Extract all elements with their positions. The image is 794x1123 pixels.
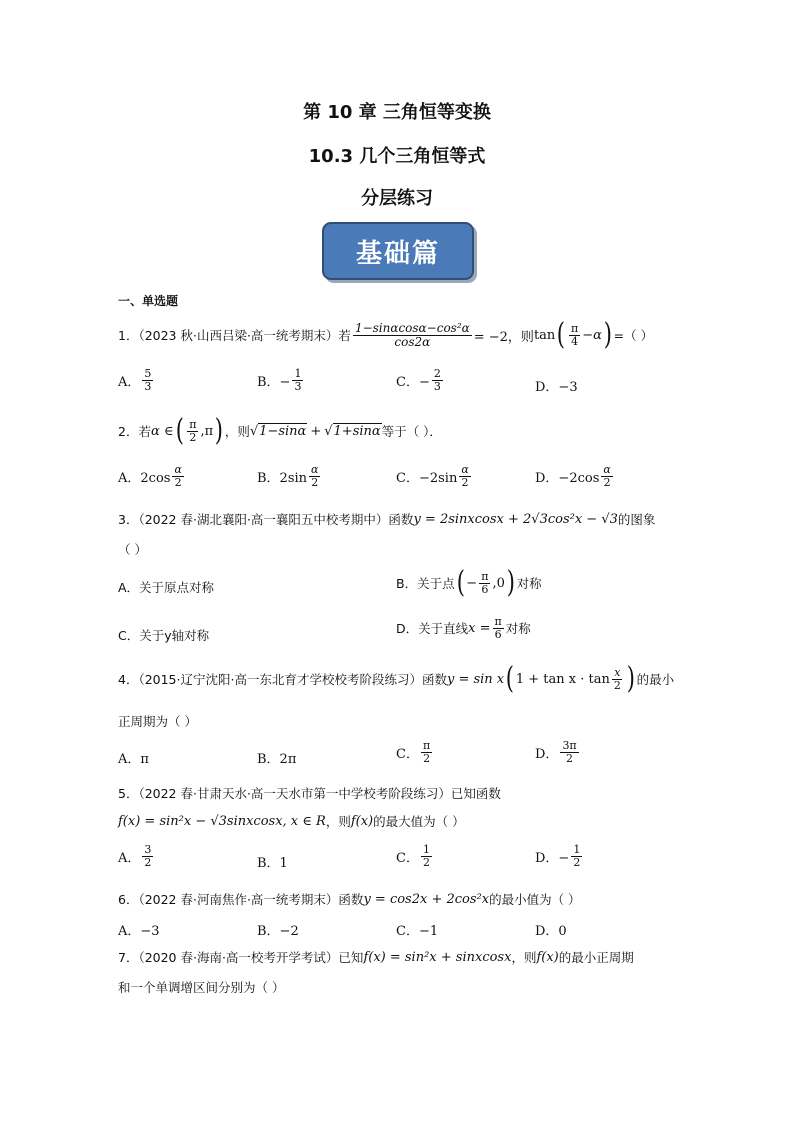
q2-alpha-in: α ∈: [150, 423, 174, 439]
q3-d-x: x =: [468, 620, 491, 636]
q3-prefix: 3．（2022 春·湖北襄阳·高一襄阳五中校考期中）函数: [118, 512, 414, 527]
q1-a-fraction: [142, 368, 153, 392]
q2-root-2: 1+sinα: [333, 424, 381, 439]
q1-a-den: 3: [144, 379, 152, 393]
q3-b-mid: ,0: [492, 575, 505, 591]
q5-c-num: 1: [422, 843, 430, 856]
q4-d-den: 2: [566, 751, 574, 765]
q5-d-num: 1: [573, 843, 581, 856]
q4-tail: 的最小: [636, 672, 675, 687]
q2-d-den: 2: [603, 475, 611, 489]
q4-d-num: 3π: [562, 739, 577, 752]
q6-option-b: B．−2: [257, 924, 299, 939]
q4-prefix: 4．（2015·辽宁沈阳·高一东北育才学校校考阶段练习）函数: [118, 672, 447, 687]
q2-prefix: 2．若: [118, 424, 151, 439]
q4-option-a: A．π: [118, 752, 149, 767]
q1-b-fraction: [292, 368, 303, 392]
q3-line-2: [118, 540, 147, 558]
q4-d-label: D．: [535, 746, 559, 762]
q3-c-text: C．关于y轴对称: [118, 628, 210, 643]
practice-subtitle: 分层练习: [361, 188, 433, 209]
q5-formula: f(x) = sin²x − √3sinxcosx, x ∈ R: [118, 813, 326, 829]
q1-a-num: 5: [144, 367, 152, 380]
q3-option-c: [118, 626, 209, 644]
q4-right-paren: ): [626, 661, 635, 696]
q2-a-den: 2: [174, 475, 182, 489]
q4-option-d: [535, 740, 581, 764]
q7-fx: f(x): [536, 949, 559, 965]
q7-formula: f(x) = sin²x + sinxcosx: [363, 949, 512, 965]
question-7: [118, 948, 634, 966]
q2-d-fraction: [601, 464, 612, 488]
q4-formula-b: 1 + tan x · tan: [515, 671, 610, 687]
q2-b-label: B．2sin: [257, 470, 308, 486]
q2-b-num: α: [311, 463, 319, 476]
q3-b-fraction: [479, 571, 490, 595]
q3-d-num: π: [494, 615, 502, 628]
q2-option-c: [396, 464, 473, 488]
q1-mid: = −2，则: [473, 329, 534, 345]
q3-tail: 的图象: [617, 512, 656, 527]
q5-a-den: 2: [144, 855, 152, 869]
q6-prefix: 6．（2022 春·河南焦作·高一统考期末）函数: [118, 892, 364, 907]
q5-mid: ，则: [325, 814, 351, 829]
q5-a-num: 3: [144, 843, 152, 856]
q2-d-label: D．−2cos: [535, 470, 600, 486]
q2-d-num: α: [603, 463, 611, 476]
section-title: 10.3 几个三角恒等式: [308, 146, 486, 167]
q6-tail: 的最小值为（ ）: [489, 892, 581, 907]
q5-option-a: [118, 844, 155, 868]
part-heading: 一、单选题: [118, 294, 179, 308]
q7-tail: 的最小正周期: [558, 950, 634, 965]
q2-pi-num: π: [189, 417, 197, 431]
q3-d-fraction: [493, 616, 504, 640]
q1-pi-over-4: [569, 323, 580, 347]
q2-c-label: C．−2sin: [396, 470, 458, 486]
q2-a-num: α: [174, 463, 182, 476]
q1-c-label: C．−: [396, 374, 430, 390]
q6-option-d: D．0: [535, 924, 567, 939]
q7-prefix: 7．（2020 春·海南·高一校考开学考试）已知: [118, 950, 364, 965]
q3-d-tail: 对称: [505, 621, 531, 637]
q2-c-fraction: [459, 464, 470, 488]
question-4: [118, 661, 675, 696]
q4-c-label: C．: [396, 746, 419, 762]
q1-option-d: D．−3: [535, 380, 578, 395]
q1-fraction: [353, 322, 472, 348]
q2-suffix: 等于（ ）．: [381, 424, 442, 439]
q2-root-1: 1−sinα: [259, 424, 307, 439]
q4-line-2: [118, 712, 197, 730]
q6-option-c: C．−1: [396, 924, 439, 939]
q3-blank: （ ）: [118, 542, 147, 557]
level-badge: 基础篇: [322, 222, 474, 280]
q1-option-b: [257, 368, 305, 392]
q5-d-fraction: [571, 844, 582, 868]
q4-option-c: [396, 740, 434, 764]
q4-left-paren: (: [505, 661, 515, 696]
q2-b-den: 2: [311, 475, 319, 489]
q3-b-den: 6: [481, 582, 489, 596]
q1-alpha-tail: −α: [582, 327, 602, 343]
q5-option-b: B．1: [257, 856, 288, 871]
q1-left-paren: (: [557, 317, 566, 352]
q2-c-num: α: [461, 463, 469, 476]
q2-pi-over-2: [187, 419, 198, 443]
q3-b-right-paren: ): [506, 565, 515, 600]
q4-c-den: 2: [423, 751, 431, 765]
q4-x: x: [614, 665, 621, 679]
q3-b-tail: 对称: [516, 576, 542, 591]
q2-c-den: 2: [461, 475, 469, 489]
q3-option-d: [396, 616, 531, 640]
q3-d-den: 6: [494, 627, 502, 641]
q1-tan: tan: [533, 327, 556, 343]
q3-d-label: D．关于直线: [396, 621, 469, 637]
q5-option-d: [535, 844, 584, 868]
q5-a-label: A．: [118, 850, 141, 866]
q1-c-fraction: [432, 368, 443, 392]
q2-a-label: A．2cos: [118, 470, 171, 486]
q3-option-a: [118, 578, 214, 596]
question-5: [118, 784, 501, 802]
q5-line-2: [118, 812, 465, 830]
q3-b-label: B．关于点: [396, 576, 455, 591]
q5-d-label: D．−: [535, 850, 570, 866]
q4-two: 2: [613, 678, 621, 692]
question-6: [118, 890, 581, 908]
q4-c-fraction: [421, 740, 432, 764]
q2-option-b: [257, 464, 322, 488]
q1-prefix: 1．（2023 秋·山西吕梁·高一统考期末）若: [118, 328, 351, 343]
q1-numerator: 1−sinαcosα−cos²α: [354, 320, 470, 335]
q5-fx: f(x): [350, 813, 374, 829]
q2-option-a: [118, 464, 186, 488]
q3-b-minus: −: [466, 575, 478, 591]
q2-option-d: [535, 464, 615, 488]
q6-option-a: A．−3: [118, 924, 160, 939]
q5-d-den: 2: [573, 855, 581, 869]
q3-b-num: π: [481, 569, 489, 583]
q1-c-den: 3: [433, 379, 441, 393]
q1-option-a: [118, 368, 155, 392]
q5-line-1: 5．（2022 春·甘肃天水·高一天水市第一中学校考阶段练习）已知函数: [118, 786, 501, 801]
q2-then: ，则: [224, 424, 250, 439]
q5-a-fraction: [142, 844, 153, 868]
q1-pi: π: [571, 321, 579, 335]
q2-sqrt-sign-2: √: [324, 423, 333, 439]
question-2: [118, 413, 442, 448]
q3-formula: y = 2sinxcosx + 2√3cos²x − √3: [413, 511, 618, 527]
q4-d-fraction: [560, 740, 578, 764]
q1-b-num: 1: [294, 367, 302, 380]
q1-suffix: =（ ）: [613, 328, 654, 343]
q1-b-den: 3: [294, 379, 302, 393]
q2-pi-tail: ,π: [200, 423, 214, 439]
q2-left-paren: (: [175, 413, 184, 448]
q3-a-text: A．关于原点对称: [118, 580, 215, 595]
q2-b-fraction: [309, 464, 320, 488]
q4-option-b: B．2π: [257, 752, 297, 767]
q1-c-num: 2: [433, 367, 441, 380]
q1-four: 4: [571, 334, 579, 348]
q3-b-left-paren: (: [456, 565, 465, 600]
q7-mid: ，则: [511, 950, 537, 965]
q2-a-fraction: [172, 464, 183, 488]
chapter-title: 第 10 章 三角恒等变换: [303, 102, 491, 123]
q5-tail: 的最大值为（ ）: [373, 814, 465, 829]
q4-line-2-text: 正周期为（ ）: [118, 714, 197, 729]
q2-pi-den: 2: [189, 430, 197, 444]
q5-c-fraction: [421, 844, 432, 868]
q4-x-over-2: [612, 667, 623, 691]
q1-denominator: cos2α: [394, 334, 431, 349]
q5-option-c: [396, 844, 434, 868]
question-3: [118, 510, 655, 528]
q4-c-num: π: [422, 739, 431, 752]
question-1: [118, 317, 654, 352]
q3-option-b: [396, 565, 542, 600]
q1-b-label: B．−: [257, 374, 291, 390]
q1-option-c: [396, 368, 445, 392]
q2-plus: +: [310, 423, 322, 439]
q4-formula-a: y = sin x: [446, 671, 505, 687]
q6-formula: y = cos2x + 2cos²x: [363, 891, 490, 907]
q5-c-den: 2: [422, 855, 430, 869]
q7-line-2: [118, 978, 284, 996]
q1-right-paren: ): [603, 317, 612, 352]
q1-a-label: A．: [118, 374, 141, 390]
q2-right-paren: ): [214, 413, 224, 448]
q2-sqrt-sign-1: √: [249, 423, 259, 439]
q7-line-2-text: 和一个单调增区间分别为（ ）: [118, 980, 285, 995]
q5-c-label: C．: [396, 850, 419, 866]
